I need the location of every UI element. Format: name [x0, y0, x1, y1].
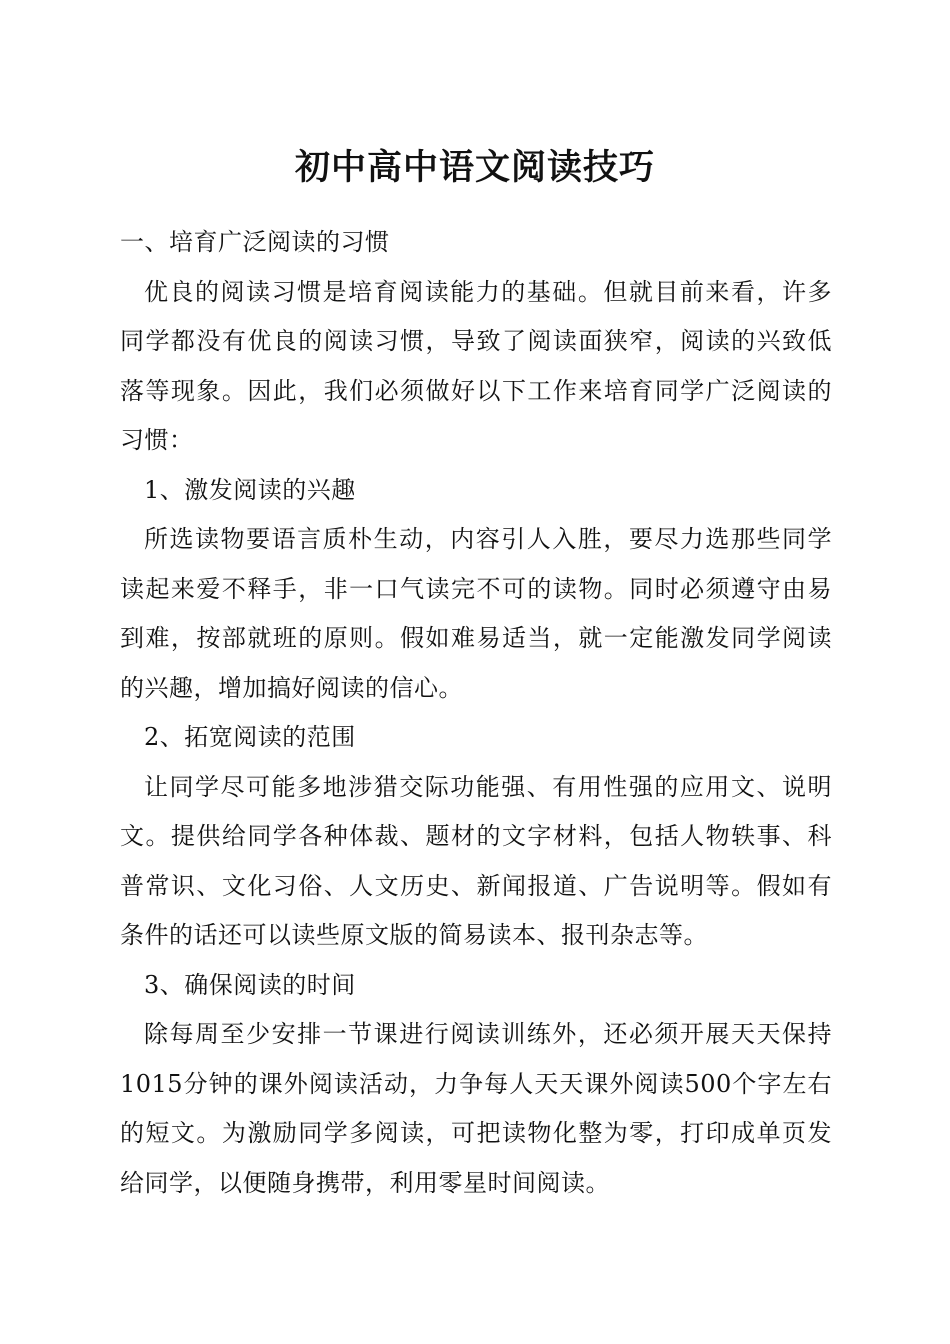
- paragraph-line: 1015分钟的课外阅读活动，力争每人天天课外阅读500个字左右: [120, 1069, 832, 1098]
- document-title: 初中高中语文阅读技巧: [294, 147, 655, 188]
- section-heading: 一、培育广泛阅读的习惯: [120, 228, 390, 256]
- subsection-heading: 3、确保阅读的时间: [144, 970, 356, 999]
- paragraph-line: 除每周至少安排一节课进行阅读训练外，还必须开展天天保持: [144, 1020, 832, 1048]
- paragraph-line: 读起来爱不释手，非一口气读完不可的读物。同时必须遵守由易: [120, 574, 832, 603]
- paragraph-line: 所选读物要语言质朴生动，内容引人入胜，要尽力选那些同学: [144, 525, 832, 553]
- paragraph-line: 的短文。为激励同学多阅读，可把读物化整为零，打印成单页发: [120, 1119, 832, 1147]
- paragraph-line: 文。提供给同学各种体裁、题材的文字材料，包括人物轶事、科: [120, 822, 832, 850]
- paragraph-line: 优良的阅读习惯是培育阅读能力的基础。但就目前来看，许多: [144, 277, 832, 306]
- paragraph-line: 的兴趣，增加搞好阅读的信心。: [120, 673, 463, 702]
- paragraph-line: 给同学，以便随身携带，利用零星时间阅读。: [120, 1168, 610, 1197]
- paragraph-line: 习惯：: [120, 426, 194, 454]
- paragraph-line: 到难，按部就班的原则。假如难易适当，就一定能激发同学阅读: [120, 624, 832, 652]
- paragraph-line: 条件的话还可以读些原文版的简易读本、报刊杂志等。: [120, 921, 708, 949]
- paragraph-line: 同学都没有优良的阅读习惯，导致了阅读面狭窄，阅读的兴致低: [120, 327, 832, 355]
- paragraph-line: 普常识、文化习俗、人文历史、新闻报道、广告说明等。假如有: [120, 871, 832, 900]
- subsection-heading: 2、拓宽阅读的范围: [144, 723, 356, 751]
- paragraph-line: 落等现象。因此，我们必须做好以下工作来培育同学广泛阅读的: [120, 376, 832, 405]
- document-body: [120, 218, 832, 1208]
- paragraph-line: 让同学尽可能多地涉猎交际功能强、有用性强的应用文、说明: [144, 772, 832, 801]
- subsection-heading: 1、激发阅读的兴趣: [144, 475, 356, 504]
